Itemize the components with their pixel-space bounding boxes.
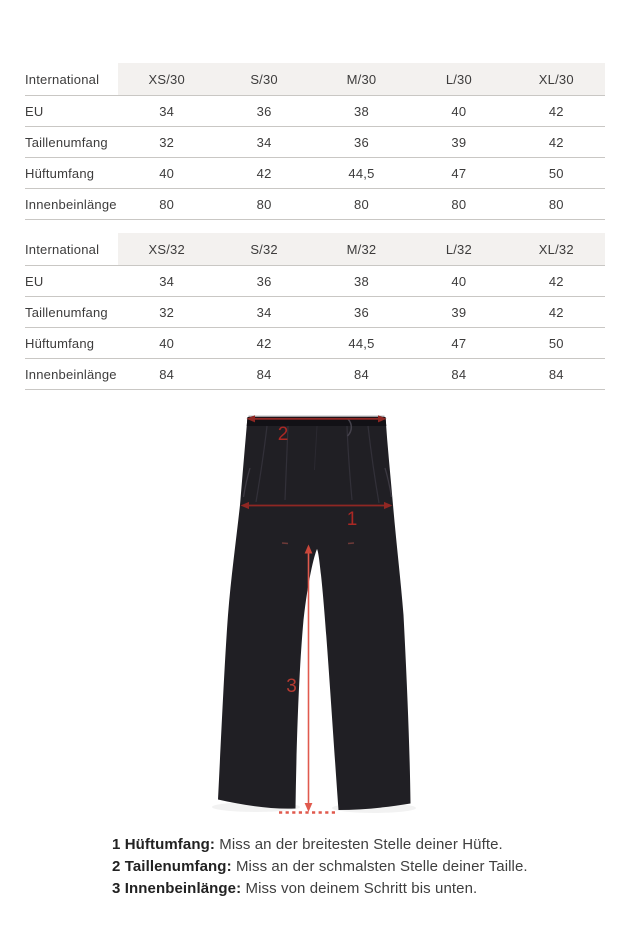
size-value-cell: 44,5 bbox=[348, 165, 375, 181]
size-value-cell: 36 bbox=[354, 134, 369, 150]
size-column-header: M/30 bbox=[313, 63, 410, 96]
size-value-cell: 47 bbox=[451, 165, 467, 181]
size-value-cell: 34 bbox=[256, 134, 272, 150]
size-value-cell: 50 bbox=[548, 335, 564, 351]
size-value-cell: 44,5 bbox=[348, 335, 375, 351]
table-row bbox=[25, 297, 605, 328]
table-row bbox=[25, 328, 605, 359]
size-column-header: XL/32 bbox=[508, 233, 605, 266]
size-column-header: L/32 bbox=[410, 233, 507, 266]
size-value-cell: 38 bbox=[354, 103, 369, 119]
legend-item bbox=[112, 834, 528, 856]
size-value-cell: 84 bbox=[451, 366, 467, 382]
size-value-cell: 84 bbox=[548, 366, 564, 382]
table-row bbox=[25, 96, 605, 127]
size-column-header: XS/30 bbox=[118, 63, 215, 96]
measurement-row-label: Innenbeinlänge bbox=[25, 196, 117, 212]
size-value-cell: 84 bbox=[256, 366, 272, 382]
measurement-row-label: Hüftumfang bbox=[25, 165, 95, 181]
size-value-cell: 36 bbox=[256, 273, 272, 289]
size-value-cell: 80 bbox=[256, 196, 272, 212]
size-value-cell: 39 bbox=[451, 134, 467, 150]
legend-term: 2 Taillenumfang: bbox=[112, 858, 232, 875]
table-corner-label: International bbox=[25, 71, 100, 87]
size-value-cell: 36 bbox=[354, 304, 369, 320]
size-value-cell: 80 bbox=[451, 196, 467, 212]
size-value-cell: 84 bbox=[159, 366, 175, 382]
size-value-cell: 80 bbox=[548, 196, 564, 212]
measurement-row-label: Taillenumfang bbox=[25, 134, 108, 150]
legend-description: Miss von deinem Schritt bis unten. bbox=[241, 880, 478, 897]
size-value-cell: 42 bbox=[548, 103, 564, 119]
size-value-cell: 47 bbox=[451, 335, 467, 351]
legend-description: Miss an der schmalsten Stelle deiner Taille. bbox=[231, 858, 528, 875]
size-column-header: S/32 bbox=[215, 233, 312, 266]
legend-item bbox=[112, 878, 528, 900]
size-value-cell: 32 bbox=[159, 304, 175, 320]
size-value-cell: 42 bbox=[548, 273, 564, 289]
measurement-row-label: Taillenumfang bbox=[25, 304, 108, 320]
inseam-measure-label: 3 bbox=[286, 676, 297, 697]
measurement-row-label: EU bbox=[25, 273, 44, 289]
size-column-header: XL/30 bbox=[508, 63, 605, 96]
size-value-cell: 80 bbox=[159, 196, 175, 212]
measurement-row-label: Hüftumfang bbox=[25, 335, 95, 351]
size-table-32 bbox=[25, 233, 605, 390]
size-column-header: L/30 bbox=[410, 63, 507, 96]
size-value-cell: 36 bbox=[256, 103, 272, 119]
table-row bbox=[25, 158, 605, 189]
measurement-row-label: Innenbeinlänge bbox=[25, 366, 117, 382]
size-value-cell: 34 bbox=[159, 103, 175, 119]
table-row bbox=[25, 359, 605, 390]
table-row bbox=[25, 266, 605, 297]
table-corner-label: International bbox=[25, 241, 100, 257]
size-value-cell: 40 bbox=[451, 103, 467, 119]
size-value-cell: 40 bbox=[451, 273, 467, 289]
measurement-legend bbox=[112, 834, 528, 900]
size-value-cell: 80 bbox=[354, 196, 369, 212]
size-column-header: XS/32 bbox=[118, 233, 215, 266]
size-value-cell: 84 bbox=[354, 366, 369, 382]
size-value-cell: 40 bbox=[159, 165, 175, 181]
size-value-cell: 42 bbox=[256, 165, 272, 181]
size-table-header-row bbox=[25, 63, 605, 96]
legend-term: 3 Innenbeinlänge: bbox=[112, 880, 242, 897]
size-value-cell: 42 bbox=[548, 134, 564, 150]
size-table-header-row bbox=[25, 233, 605, 266]
table-row bbox=[25, 189, 605, 220]
size-value-cell: 42 bbox=[548, 304, 564, 320]
hip-measure-label: 1 bbox=[346, 509, 358, 530]
size-value-cell: 34 bbox=[159, 273, 175, 289]
size-value-cell: 32 bbox=[159, 134, 175, 150]
pants-silhouette bbox=[218, 417, 411, 810]
size-value-cell: 50 bbox=[548, 165, 564, 181]
legend-term: 1 Hüftumfang: bbox=[112, 836, 215, 853]
size-column-header: S/30 bbox=[215, 63, 312, 96]
legend-item bbox=[112, 856, 528, 878]
size-table-30 bbox=[25, 63, 605, 220]
legend-description: Miss an der breitesten Stelle deiner Hüfte. bbox=[214, 836, 503, 853]
size-column-header: M/32 bbox=[313, 233, 410, 266]
size-value-cell: 34 bbox=[256, 304, 272, 320]
waist-measure-label: 2 bbox=[277, 424, 289, 445]
table-row bbox=[25, 127, 605, 158]
size-value-cell: 38 bbox=[354, 273, 369, 289]
size-value-cell: 40 bbox=[159, 335, 175, 351]
size-value-cell: 39 bbox=[451, 304, 467, 320]
measurement-row-label: EU bbox=[25, 103, 44, 119]
size-value-cell: 42 bbox=[256, 335, 272, 351]
pants-measurement-diagram bbox=[190, 405, 450, 825]
